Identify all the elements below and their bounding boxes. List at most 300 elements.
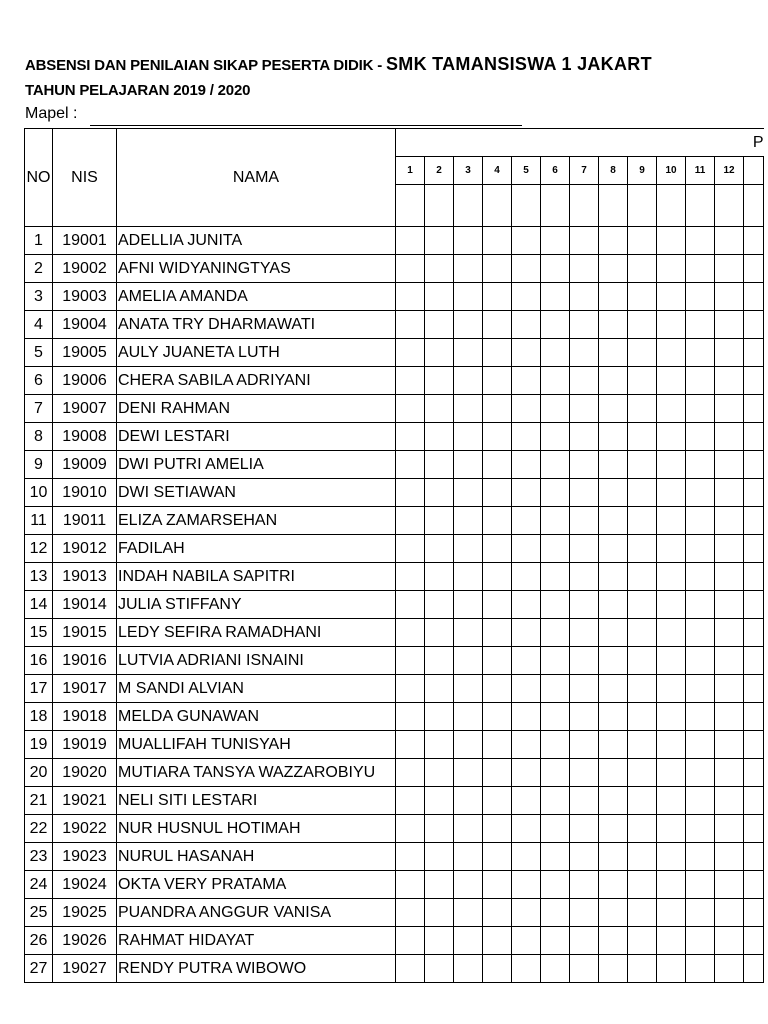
attendance-cell[interactable] bbox=[396, 563, 425, 591]
attendance-cell[interactable] bbox=[570, 759, 599, 787]
attendance-cell[interactable] bbox=[715, 255, 744, 283]
attendance-cell[interactable] bbox=[425, 479, 454, 507]
attendance-cell[interactable] bbox=[454, 507, 483, 535]
attendance-cell[interactable] bbox=[541, 731, 570, 759]
attendance-cell[interactable] bbox=[657, 563, 686, 591]
attendance-cell[interactable] bbox=[599, 395, 628, 423]
attendance-cell[interactable] bbox=[599, 759, 628, 787]
attendance-cell[interactable] bbox=[657, 647, 686, 675]
attendance-cell[interactable] bbox=[396, 955, 425, 983]
attendance-cell[interactable] bbox=[628, 871, 657, 899]
attendance-cell[interactable] bbox=[715, 759, 744, 787]
attendance-cell[interactable] bbox=[599, 479, 628, 507]
attendance-cell[interactable] bbox=[483, 731, 512, 759]
attendance-cell[interactable] bbox=[686, 899, 715, 927]
attendance-cell[interactable] bbox=[541, 843, 570, 871]
attendance-cell[interactable] bbox=[657, 479, 686, 507]
attendance-cell[interactable] bbox=[512, 395, 541, 423]
attendance-cell[interactable] bbox=[512, 927, 541, 955]
attendance-cell[interactable] bbox=[454, 451, 483, 479]
attendance-cell[interactable] bbox=[483, 843, 512, 871]
attendance-cell[interactable] bbox=[686, 367, 715, 395]
attendance-cell[interactable] bbox=[541, 339, 570, 367]
attendance-cell[interactable] bbox=[396, 647, 425, 675]
attendance-cell[interactable] bbox=[396, 843, 425, 871]
attendance-cell[interactable] bbox=[657, 255, 686, 283]
attendance-cell[interactable] bbox=[570, 255, 599, 283]
attendance-cell[interactable] bbox=[512, 255, 541, 283]
attendance-cell[interactable] bbox=[396, 675, 425, 703]
attendance-cell[interactable] bbox=[541, 647, 570, 675]
attendance-cell[interactable] bbox=[715, 955, 744, 983]
attendance-cell[interactable] bbox=[570, 311, 599, 339]
attendance-cell[interactable] bbox=[599, 283, 628, 311]
attendance-cell[interactable] bbox=[512, 283, 541, 311]
attendance-cell[interactable] bbox=[454, 563, 483, 591]
attendance-cell[interactable] bbox=[744, 871, 764, 899]
attendance-cell[interactable] bbox=[396, 815, 425, 843]
attendance-cell[interactable] bbox=[686, 591, 715, 619]
attendance-cell[interactable] bbox=[512, 423, 541, 451]
attendance-cell[interactable] bbox=[483, 815, 512, 843]
attendance-cell[interactable] bbox=[425, 339, 454, 367]
attendance-cell[interactable] bbox=[657, 311, 686, 339]
attendance-cell[interactable] bbox=[628, 479, 657, 507]
attendance-cell[interactable] bbox=[686, 451, 715, 479]
attendance-cell[interactable] bbox=[570, 367, 599, 395]
attendance-cell[interactable] bbox=[628, 843, 657, 871]
attendance-cell[interactable] bbox=[425, 227, 454, 255]
attendance-cell[interactable] bbox=[715, 339, 744, 367]
attendance-cell[interactable] bbox=[396, 507, 425, 535]
attendance-cell[interactable] bbox=[570, 423, 599, 451]
attendance-cell[interactable] bbox=[599, 815, 628, 843]
attendance-cell[interactable] bbox=[512, 451, 541, 479]
attendance-cell[interactable] bbox=[454, 815, 483, 843]
attendance-cell[interactable] bbox=[599, 731, 628, 759]
attendance-cell[interactable] bbox=[483, 395, 512, 423]
attendance-cell[interactable] bbox=[541, 227, 570, 255]
attendance-cell[interactable] bbox=[541, 311, 570, 339]
attendance-cell[interactable] bbox=[454, 871, 483, 899]
attendance-cell[interactable] bbox=[425, 703, 454, 731]
attendance-cell[interactable] bbox=[541, 927, 570, 955]
attendance-cell[interactable] bbox=[570, 703, 599, 731]
attendance-cell[interactable] bbox=[628, 815, 657, 843]
attendance-cell[interactable] bbox=[483, 927, 512, 955]
attendance-cell[interactable] bbox=[715, 507, 744, 535]
attendance-cell[interactable] bbox=[628, 647, 657, 675]
attendance-cell[interactable] bbox=[454, 423, 483, 451]
attendance-cell[interactable] bbox=[541, 703, 570, 731]
attendance-cell[interactable] bbox=[512, 899, 541, 927]
attendance-cell[interactable] bbox=[512, 479, 541, 507]
attendance-cell[interactable] bbox=[686, 815, 715, 843]
attendance-cell[interactable] bbox=[657, 759, 686, 787]
attendance-cell[interactable] bbox=[628, 367, 657, 395]
attendance-cell[interactable] bbox=[657, 787, 686, 815]
attendance-cell[interactable] bbox=[454, 339, 483, 367]
attendance-cell[interactable] bbox=[686, 619, 715, 647]
attendance-cell[interactable] bbox=[541, 787, 570, 815]
attendance-cell[interactable] bbox=[512, 647, 541, 675]
attendance-cell[interactable] bbox=[396, 927, 425, 955]
attendance-cell[interactable] bbox=[425, 563, 454, 591]
attendance-cell[interactable] bbox=[396, 283, 425, 311]
attendance-cell[interactable] bbox=[396, 591, 425, 619]
attendance-cell[interactable] bbox=[744, 815, 764, 843]
attendance-cell[interactable] bbox=[512, 227, 541, 255]
attendance-cell[interactable] bbox=[628, 311, 657, 339]
attendance-cell[interactable] bbox=[541, 423, 570, 451]
attendance-cell[interactable] bbox=[425, 255, 454, 283]
attendance-cell[interactable] bbox=[686, 927, 715, 955]
attendance-cell[interactable] bbox=[425, 871, 454, 899]
attendance-cell[interactable] bbox=[599, 423, 628, 451]
attendance-cell[interactable] bbox=[570, 899, 599, 927]
attendance-cell[interactable] bbox=[483, 955, 512, 983]
attendance-cell[interactable] bbox=[541, 759, 570, 787]
attendance-cell[interactable] bbox=[744, 395, 764, 423]
attendance-cell[interactable] bbox=[454, 703, 483, 731]
attendance-cell[interactable] bbox=[599, 563, 628, 591]
attendance-cell[interactable] bbox=[425, 451, 454, 479]
attendance-cell[interactable] bbox=[686, 563, 715, 591]
attendance-cell[interactable] bbox=[570, 339, 599, 367]
attendance-cell[interactable] bbox=[628, 955, 657, 983]
attendance-cell[interactable] bbox=[686, 703, 715, 731]
attendance-cell[interactable] bbox=[744, 423, 764, 451]
attendance-cell[interactable] bbox=[715, 899, 744, 927]
attendance-cell[interactable] bbox=[483, 479, 512, 507]
attendance-cell[interactable] bbox=[512, 731, 541, 759]
attendance-cell[interactable] bbox=[599, 871, 628, 899]
attendance-cell[interactable] bbox=[628, 591, 657, 619]
attendance-cell[interactable] bbox=[396, 899, 425, 927]
attendance-cell[interactable] bbox=[483, 759, 512, 787]
attendance-cell[interactable] bbox=[541, 871, 570, 899]
attendance-cell[interactable] bbox=[744, 731, 764, 759]
attendance-cell[interactable] bbox=[744, 535, 764, 563]
attendance-cell[interactable] bbox=[425, 311, 454, 339]
attendance-cell[interactable] bbox=[744, 591, 764, 619]
attendance-cell[interactable] bbox=[483, 899, 512, 927]
attendance-cell[interactable] bbox=[425, 647, 454, 675]
attendance-cell[interactable] bbox=[454, 535, 483, 563]
attendance-cell[interactable] bbox=[744, 507, 764, 535]
attendance-cell[interactable] bbox=[425, 423, 454, 451]
attendance-cell[interactable] bbox=[512, 507, 541, 535]
attendance-cell[interactable] bbox=[657, 283, 686, 311]
attendance-cell[interactable] bbox=[628, 927, 657, 955]
attendance-cell[interactable] bbox=[570, 451, 599, 479]
attendance-cell[interactable] bbox=[570, 927, 599, 955]
attendance-cell[interactable] bbox=[454, 843, 483, 871]
attendance-cell[interactable] bbox=[744, 227, 764, 255]
attendance-cell[interactable] bbox=[483, 283, 512, 311]
attendance-cell[interactable] bbox=[570, 815, 599, 843]
attendance-cell[interactable] bbox=[657, 871, 686, 899]
attendance-cell[interactable] bbox=[715, 787, 744, 815]
attendance-cell[interactable] bbox=[744, 283, 764, 311]
attendance-cell[interactable] bbox=[744, 899, 764, 927]
attendance-cell[interactable] bbox=[744, 675, 764, 703]
attendance-cell[interactable] bbox=[541, 535, 570, 563]
attendance-cell[interactable] bbox=[396, 535, 425, 563]
attendance-cell[interactable] bbox=[454, 927, 483, 955]
attendance-cell[interactable] bbox=[541, 591, 570, 619]
attendance-cell[interactable] bbox=[425, 619, 454, 647]
attendance-cell[interactable] bbox=[599, 507, 628, 535]
attendance-cell[interactable] bbox=[454, 479, 483, 507]
attendance-cell[interactable] bbox=[744, 619, 764, 647]
attendance-cell[interactable] bbox=[657, 507, 686, 535]
attendance-cell[interactable] bbox=[628, 619, 657, 647]
attendance-cell[interactable] bbox=[396, 227, 425, 255]
attendance-cell[interactable] bbox=[657, 423, 686, 451]
attendance-cell[interactable] bbox=[454, 311, 483, 339]
attendance-cell[interactable] bbox=[657, 703, 686, 731]
attendance-cell[interactable] bbox=[570, 479, 599, 507]
attendance-cell[interactable] bbox=[512, 367, 541, 395]
attendance-cell[interactable] bbox=[628, 703, 657, 731]
attendance-cell[interactable] bbox=[483, 871, 512, 899]
attendance-cell[interactable] bbox=[715, 423, 744, 451]
attendance-cell[interactable] bbox=[425, 591, 454, 619]
attendance-cell[interactable] bbox=[715, 591, 744, 619]
attendance-cell[interactable] bbox=[512, 759, 541, 787]
attendance-cell[interactable] bbox=[744, 759, 764, 787]
attendance-cell[interactable] bbox=[396, 871, 425, 899]
attendance-cell[interactable] bbox=[599, 647, 628, 675]
attendance-cell[interactable] bbox=[686, 647, 715, 675]
attendance-cell[interactable] bbox=[483, 535, 512, 563]
attendance-cell[interactable] bbox=[512, 339, 541, 367]
attendance-cell[interactable] bbox=[657, 731, 686, 759]
attendance-cell[interactable] bbox=[628, 423, 657, 451]
attendance-cell[interactable] bbox=[396, 787, 425, 815]
attendance-cell[interactable] bbox=[570, 283, 599, 311]
attendance-cell[interactable] bbox=[512, 675, 541, 703]
attendance-cell[interactable] bbox=[454, 899, 483, 927]
attendance-cell[interactable] bbox=[628, 675, 657, 703]
attendance-cell[interactable] bbox=[512, 703, 541, 731]
attendance-cell[interactable] bbox=[483, 647, 512, 675]
attendance-cell[interactable] bbox=[715, 563, 744, 591]
attendance-cell[interactable] bbox=[425, 899, 454, 927]
attendance-cell[interactable] bbox=[715, 619, 744, 647]
attendance-cell[interactable] bbox=[744, 703, 764, 731]
attendance-cell[interactable] bbox=[628, 283, 657, 311]
attendance-cell[interactable] bbox=[570, 591, 599, 619]
attendance-cell[interactable] bbox=[715, 395, 744, 423]
attendance-cell[interactable] bbox=[570, 535, 599, 563]
attendance-cell[interactable] bbox=[657, 815, 686, 843]
attendance-cell[interactable] bbox=[744, 339, 764, 367]
attendance-cell[interactable] bbox=[541, 395, 570, 423]
attendance-cell[interactable] bbox=[599, 927, 628, 955]
attendance-cell[interactable] bbox=[454, 283, 483, 311]
attendance-cell[interactable] bbox=[454, 759, 483, 787]
attendance-cell[interactable] bbox=[483, 227, 512, 255]
attendance-cell[interactable] bbox=[396, 423, 425, 451]
attendance-cell[interactable] bbox=[686, 283, 715, 311]
attendance-cell[interactable] bbox=[599, 787, 628, 815]
attendance-cell[interactable] bbox=[715, 731, 744, 759]
attendance-cell[interactable] bbox=[628, 339, 657, 367]
attendance-cell[interactable] bbox=[541, 815, 570, 843]
attendance-cell[interactable] bbox=[454, 955, 483, 983]
attendance-cell[interactable] bbox=[483, 675, 512, 703]
attendance-cell[interactable] bbox=[570, 507, 599, 535]
attendance-cell[interactable] bbox=[715, 815, 744, 843]
attendance-cell[interactable] bbox=[570, 843, 599, 871]
attendance-cell[interactable] bbox=[686, 423, 715, 451]
attendance-cell[interactable] bbox=[686, 395, 715, 423]
attendance-cell[interactable] bbox=[512, 815, 541, 843]
attendance-cell[interactable] bbox=[657, 367, 686, 395]
attendance-cell[interactable] bbox=[454, 591, 483, 619]
attendance-cell[interactable] bbox=[425, 283, 454, 311]
attendance-cell[interactable] bbox=[599, 451, 628, 479]
attendance-cell[interactable] bbox=[686, 675, 715, 703]
attendance-cell[interactable] bbox=[541, 255, 570, 283]
attendance-cell[interactable] bbox=[657, 395, 686, 423]
attendance-cell[interactable] bbox=[599, 339, 628, 367]
attendance-cell[interactable] bbox=[744, 787, 764, 815]
attendance-cell[interactable] bbox=[657, 675, 686, 703]
attendance-cell[interactable] bbox=[541, 955, 570, 983]
attendance-cell[interactable] bbox=[483, 451, 512, 479]
attendance-cell[interactable] bbox=[715, 843, 744, 871]
attendance-cell[interactable] bbox=[425, 955, 454, 983]
attendance-cell[interactable] bbox=[512, 591, 541, 619]
attendance-cell[interactable] bbox=[715, 647, 744, 675]
attendance-cell[interactable] bbox=[686, 311, 715, 339]
attendance-cell[interactable] bbox=[686, 507, 715, 535]
attendance-cell[interactable] bbox=[483, 507, 512, 535]
attendance-cell[interactable] bbox=[657, 591, 686, 619]
attendance-cell[interactable] bbox=[425, 843, 454, 871]
attendance-cell[interactable] bbox=[512, 787, 541, 815]
attendance-cell[interactable] bbox=[454, 647, 483, 675]
attendance-cell[interactable] bbox=[570, 731, 599, 759]
attendance-cell[interactable] bbox=[686, 255, 715, 283]
attendance-cell[interactable] bbox=[425, 759, 454, 787]
attendance-cell[interactable] bbox=[396, 451, 425, 479]
attendance-cell[interactable] bbox=[425, 787, 454, 815]
attendance-cell[interactable] bbox=[396, 367, 425, 395]
attendance-cell[interactable] bbox=[686, 731, 715, 759]
attendance-cell[interactable] bbox=[599, 899, 628, 927]
attendance-cell[interactable] bbox=[454, 675, 483, 703]
attendance-cell[interactable] bbox=[483, 563, 512, 591]
attendance-cell[interactable] bbox=[425, 815, 454, 843]
attendance-cell[interactable] bbox=[715, 283, 744, 311]
attendance-cell[interactable] bbox=[628, 731, 657, 759]
attendance-cell[interactable] bbox=[628, 255, 657, 283]
attendance-cell[interactable] bbox=[512, 955, 541, 983]
attendance-cell[interactable] bbox=[599, 955, 628, 983]
attendance-cell[interactable] bbox=[454, 395, 483, 423]
attendance-cell[interactable] bbox=[483, 255, 512, 283]
attendance-cell[interactable] bbox=[396, 731, 425, 759]
attendance-cell[interactable] bbox=[396, 311, 425, 339]
attendance-cell[interactable] bbox=[657, 451, 686, 479]
attendance-cell[interactable] bbox=[483, 311, 512, 339]
attendance-cell[interactable] bbox=[628, 787, 657, 815]
attendance-cell[interactable] bbox=[744, 255, 764, 283]
attendance-cell[interactable] bbox=[425, 927, 454, 955]
attendance-cell[interactable] bbox=[657, 899, 686, 927]
attendance-cell[interactable] bbox=[715, 367, 744, 395]
attendance-cell[interactable] bbox=[599, 367, 628, 395]
attendance-cell[interactable] bbox=[541, 675, 570, 703]
attendance-cell[interactable] bbox=[599, 311, 628, 339]
attendance-cell[interactable] bbox=[570, 647, 599, 675]
attendance-cell[interactable] bbox=[425, 731, 454, 759]
attendance-cell[interactable] bbox=[657, 619, 686, 647]
attendance-cell[interactable] bbox=[570, 955, 599, 983]
attendance-cell[interactable] bbox=[744, 955, 764, 983]
attendance-cell[interactable] bbox=[744, 843, 764, 871]
attendance-cell[interactable] bbox=[715, 479, 744, 507]
attendance-cell[interactable] bbox=[425, 675, 454, 703]
attendance-cell[interactable] bbox=[483, 423, 512, 451]
attendance-cell[interactable] bbox=[686, 339, 715, 367]
attendance-cell[interactable] bbox=[541, 479, 570, 507]
attendance-cell[interactable] bbox=[628, 563, 657, 591]
attendance-cell[interactable] bbox=[541, 367, 570, 395]
attendance-cell[interactable] bbox=[715, 451, 744, 479]
attendance-cell[interactable] bbox=[570, 619, 599, 647]
attendance-cell[interactable] bbox=[657, 843, 686, 871]
attendance-cell[interactable] bbox=[396, 339, 425, 367]
attendance-cell[interactable] bbox=[628, 759, 657, 787]
attendance-cell[interactable] bbox=[425, 395, 454, 423]
attendance-cell[interactable] bbox=[744, 451, 764, 479]
attendance-cell[interactable] bbox=[541, 619, 570, 647]
attendance-cell[interactable] bbox=[628, 899, 657, 927]
attendance-cell[interactable] bbox=[454, 619, 483, 647]
attendance-cell[interactable] bbox=[396, 619, 425, 647]
attendance-cell[interactable] bbox=[686, 759, 715, 787]
attendance-cell[interactable] bbox=[541, 451, 570, 479]
attendance-cell[interactable] bbox=[396, 703, 425, 731]
attendance-cell[interactable] bbox=[715, 871, 744, 899]
attendance-cell[interactable] bbox=[512, 535, 541, 563]
attendance-cell[interactable] bbox=[686, 535, 715, 563]
attendance-cell[interactable] bbox=[599, 703, 628, 731]
attendance-cell[interactable] bbox=[541, 507, 570, 535]
attendance-cell[interactable] bbox=[454, 731, 483, 759]
attendance-cell[interactable] bbox=[541, 563, 570, 591]
attendance-cell[interactable] bbox=[483, 787, 512, 815]
attendance-cell[interactable] bbox=[541, 899, 570, 927]
attendance-cell[interactable] bbox=[686, 871, 715, 899]
attendance-cell[interactable] bbox=[454, 367, 483, 395]
attendance-cell[interactable] bbox=[657, 339, 686, 367]
attendance-cell[interactable] bbox=[512, 619, 541, 647]
attendance-cell[interactable] bbox=[396, 759, 425, 787]
attendance-cell[interactable] bbox=[715, 927, 744, 955]
attendance-cell[interactable] bbox=[744, 479, 764, 507]
attendance-cell[interactable] bbox=[599, 619, 628, 647]
attendance-cell[interactable] bbox=[483, 367, 512, 395]
attendance-cell[interactable] bbox=[657, 227, 686, 255]
attendance-cell[interactable] bbox=[599, 255, 628, 283]
attendance-cell[interactable] bbox=[599, 675, 628, 703]
